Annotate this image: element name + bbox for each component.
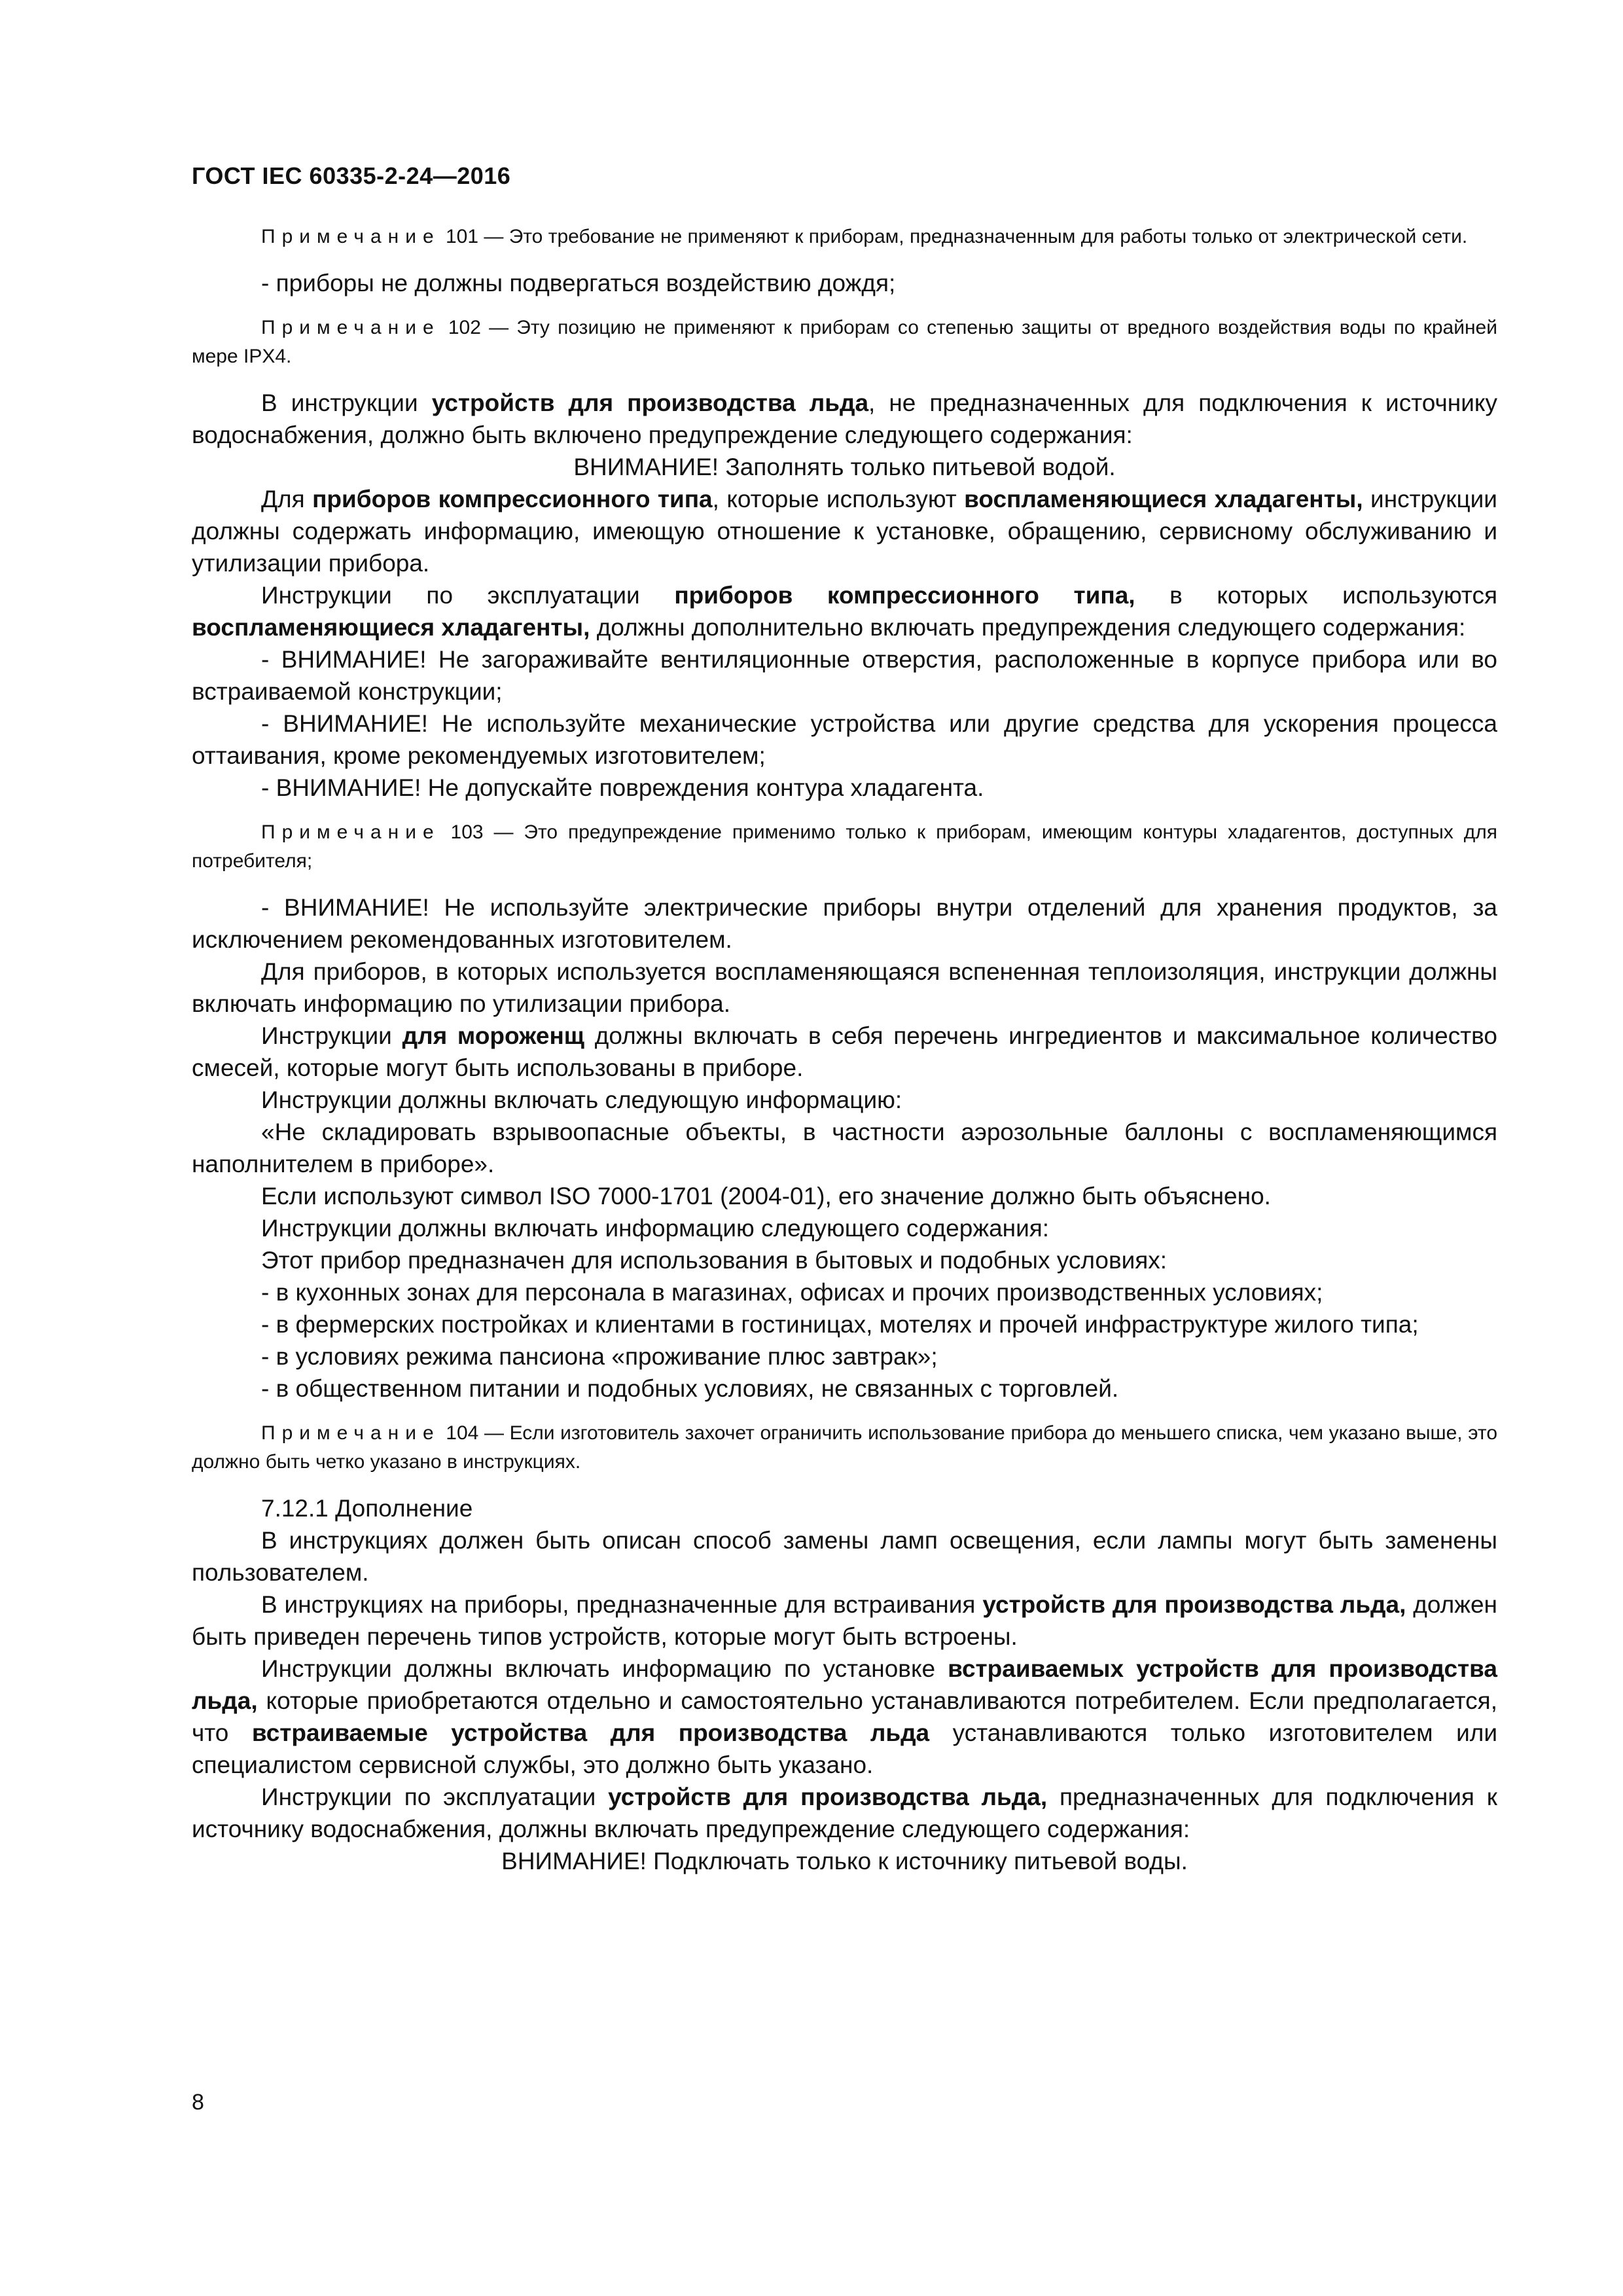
text-run: Инструкции по эксплуатации xyxy=(261,1784,609,1810)
page-number: 8 xyxy=(192,2090,204,2115)
text-run: Инструкции по эксплуатации xyxy=(261,582,675,609)
text-run: В инструкциях на приборы, предназначенные для встраивания xyxy=(261,1591,983,1618)
text-run: , которые используют xyxy=(712,486,965,512)
ice-maker-instructions-paragraph xyxy=(192,387,1497,451)
bold-term: воспламеняющиеся хладагенты, xyxy=(192,614,590,641)
use-item-kitchen: - в кухонных зонах для персонала в магазинах, офисах и прочих производственных условиях; xyxy=(261,1279,1323,1306)
text-run: Инструкции должны включать информацию по установке xyxy=(261,1655,948,1682)
bold-term: устройств для производства льда, xyxy=(608,1784,1048,1810)
document-body xyxy=(192,223,1497,1877)
bold-term: приборов компрессионного типа xyxy=(312,486,713,512)
warning-drinking-water: ВНИМАНИЕ! Заполнять только питьевой водой. xyxy=(573,454,1116,480)
ice-maker-water-supply-paragraph xyxy=(192,1781,1497,1845)
bold-term: устройств для производства льда, xyxy=(982,1591,1406,1618)
note-text: 101 — Это требование не применяют к приборам, предназначенным для работы только от электрической сети. xyxy=(440,226,1468,247)
warning-refrigerant-circuit: - ВНИМАНИЕ! Не допускайте повреждения контура хладагента. xyxy=(261,774,984,801)
no-explosives-statement: «Не складировать взрывоопасные объекты, в частности аэрозольные баллоны с воспламеняющимся наполнителем в приборе». xyxy=(192,1119,1497,1177)
bold-term: встраиваемых устройств для производства льда, xyxy=(192,1655,1497,1714)
warning-defrosting: - ВНИМАНИЕ! Не используйте механические устройства или другие средства для ускорения процесса оттаивания, кроме рекомендуемых изготовителем; xyxy=(192,710,1497,769)
section-heading: 7.12.1 Дополнение xyxy=(261,1495,473,1522)
iso-symbol-paragraph: Если используют символ ISO 7000-1701 (2004-01), его значение должно быть объяснено. xyxy=(261,1183,1271,1210)
bold-term: устройств для производства льда xyxy=(431,389,869,416)
use-item-catering: - в общественном питании и подобных условиях, не связанных с торговлей. xyxy=(261,1375,1119,1402)
text-run: должны включать в себя перечень ингредиентов и максимальное количество смесей, которые могут быть использованы в приборе. xyxy=(192,1022,1497,1081)
household-use-statement: Этот прибор предназначен для использования в бытовых и подобных условиях: xyxy=(261,1247,1168,1274)
lamp-replacement-paragraph: В инструкциях должен быть описан способ замены ламп освещения, если лампы могут быть заменены пользователем. xyxy=(192,1527,1497,1586)
note-label: Примечание xyxy=(261,317,440,338)
text-run: предназначенных для подключения к источнику водоснабжения, должны включать предупреждение следующего содержания: xyxy=(192,1784,1497,1842)
note-text: 102 — Эту позицию не применяют к приборам со степенью защиты от вредного воздействия воды по крайней мере IPX4. xyxy=(192,317,1497,367)
rain-requirement: - приборы не должны подвергаться воздействию дождя; xyxy=(261,270,896,296)
note-label: Примечание xyxy=(261,821,440,843)
text-run: которые приобретаются отдельно и самостоятельно устанавливаются потребителем. Если предполагается, что xyxy=(192,1687,1497,1746)
built-in-installation-paragraph xyxy=(192,1653,1497,1781)
warning-connect-drinking-water: ВНИМАНИЕ! Подключать только к источнику питьевой воды. xyxy=(501,1848,1188,1874)
bold-term: для мороженщ xyxy=(402,1022,585,1049)
bold-term: приборов компрессионного типа, xyxy=(674,582,1135,609)
note-103 xyxy=(192,818,1497,876)
warning-ventilation: - ВНИМАНИЕ! Не загораживайте вентиляционные отверстия, расположенные в корпусе прибора или во встраиваемой конструкции; xyxy=(192,646,1497,705)
text-run: инструкции должны содержать информацию, имеющую отношение к установке, обращению, сервисному обслуживанию и утилизации прибора. xyxy=(192,486,1497,577)
text-run: в которых используются xyxy=(1135,582,1497,609)
info-intro: Инструкции должны включать следующую информацию: xyxy=(261,1086,902,1113)
text-run: Для xyxy=(261,486,313,512)
bold-term: воспламеняющиеся хладагенты, xyxy=(964,486,1363,512)
note-label: Примечание xyxy=(261,1422,440,1444)
warning-electrical-appliances: - ВНИМАНИЕ! Не используйте электрические приборы внутри отделений для хранения продуктов, за исключением рекомендованных изготовителем. xyxy=(192,894,1497,953)
text-run: В инструкции xyxy=(261,389,432,416)
compression-warnings-paragraph xyxy=(192,579,1497,643)
foam-insulation-paragraph: Для приборов, в которых используется воспламеняющаяся вспененная теплоизоляция, инструкции должны включать информацию по утилизации прибора. xyxy=(192,958,1497,1017)
text-run: должен быть приведен перечень типов устройств, которые могут быть встроены. xyxy=(192,1591,1497,1650)
note-text: 103 — Это предупреждение применимо только к приборам, имеющим контуры хладагентов, доступных для потребителя; xyxy=(192,821,1497,872)
document-header: ГОСТ IEC 60335-2-24—2016 xyxy=(192,162,511,189)
note-104 xyxy=(192,1419,1497,1477)
bold-term: встраиваемые устройства для производства льда xyxy=(251,1719,930,1746)
ice-cream-paragraph xyxy=(192,1020,1497,1084)
note-label: Примечание xyxy=(261,226,440,247)
note-101 xyxy=(192,223,1497,251)
text-run: , не предназначенных для подключения к источнику водоснабжения, должно быть включено предупреждение следующего содержания: xyxy=(192,389,1497,448)
text-run: Инструкции xyxy=(261,1022,402,1049)
use-item-bed-and-breakfast: - в условиях режима пансиона «проживание плюс завтрак»; xyxy=(261,1343,938,1370)
note-102 xyxy=(192,314,1497,371)
text-run: устанавливаются только изготовителем или специалистом сервисной службы, это должно быть указано. xyxy=(192,1719,1497,1778)
text-run: должны дополнительно включать предупреждения следующего содержания: xyxy=(590,614,1466,641)
use-item-farm: - в фермерских постройках и клиентами в гостиницах, мотелях и прочей инфраструктуре жилого типа; xyxy=(261,1311,1419,1338)
compression-type-paragraph xyxy=(192,483,1497,579)
info-content-intro: Инструкции должны включать информацию следующего содержания: xyxy=(261,1215,1050,1242)
note-text: 104 — Если изготовитель захочет ограничить использование прибора до меньшего списка, чем указано выше, это должно быть четко указано в инструкциях. xyxy=(192,1422,1497,1473)
built-in-devices-list-paragraph xyxy=(192,1588,1497,1653)
